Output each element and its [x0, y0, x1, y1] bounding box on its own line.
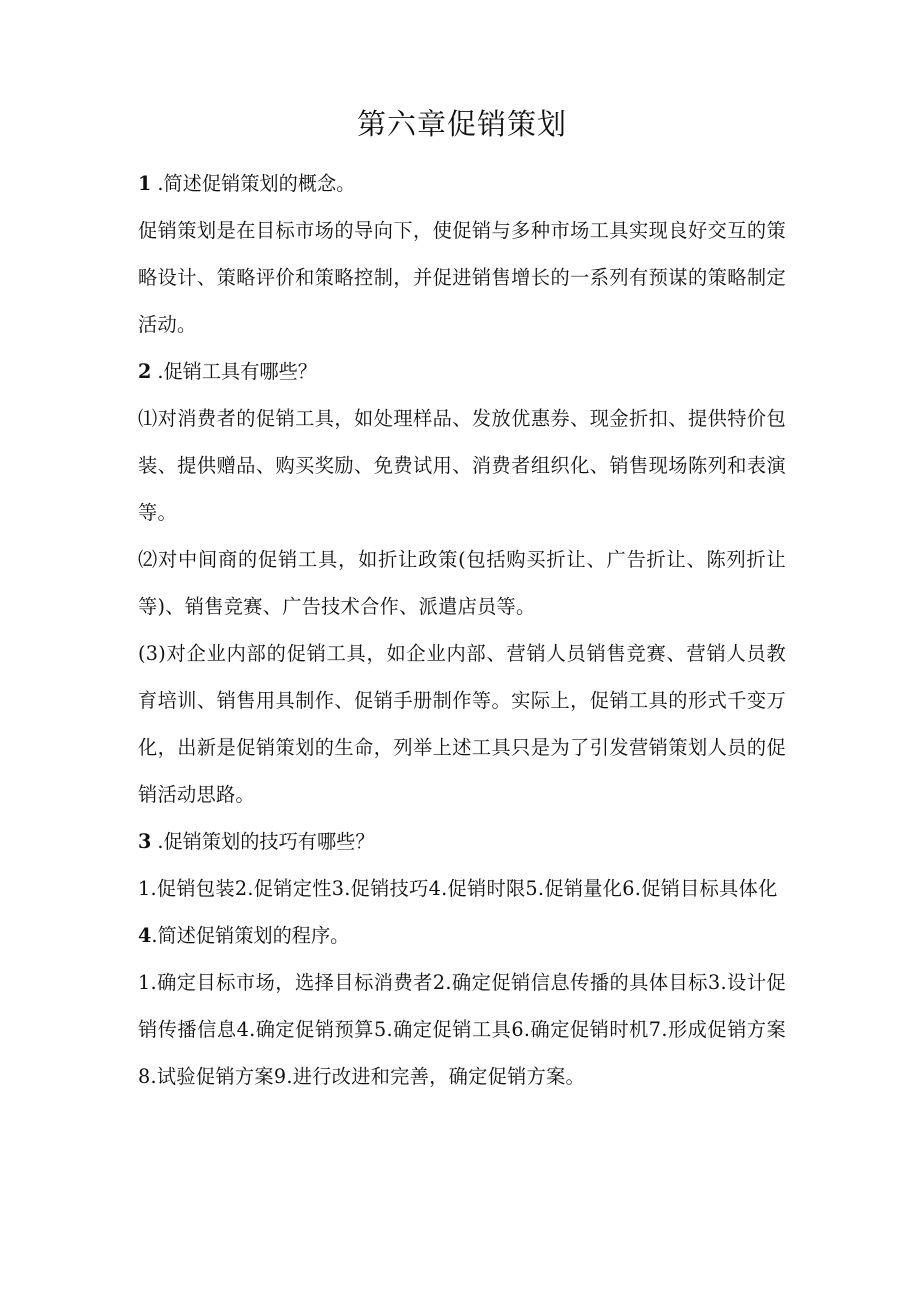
- answer-paragraph: ⑴对消费者的促销工具，如处理样品、发放优惠券、现金折扣、提供特价包装、提供赠品、购买奖励、免费试用、消费者组织化、销售现场陈列和表演等。: [138, 407, 786, 524]
- question-heading: [138, 912, 786, 959]
- answer-paragraph: ⑵对中间商的促销工具，如折让政策(包括购买折让、广告折让、陈列折让等)、销售竞赛、广告技术合作、派遣店员等。: [138, 548, 786, 618]
- chapter-title: 第六章促销策划: [356, 107, 567, 141]
- question-text: .简述促销策划的程序。: [151, 924, 350, 947]
- answer-paragraph: 促销策划是在目标市场的导向下，使促销与多种市场工具实现良好交互的策略设计、策略评价和策略控制，并促进销售增长的一系列有预谋的策略制定活动。: [138, 219, 786, 336]
- question-text: .促销工具有哪些？: [157, 360, 317, 383]
- question-number: 1: [138, 172, 152, 195]
- question-2: [138, 348, 786, 818]
- question-1: [138, 160, 786, 348]
- question-number: 2: [138, 360, 152, 383]
- answer-paragraph: 1.促销包装2.促销定性3.促销技巧4.促销时限5.促销量化6.促销目标具体化: [138, 877, 778, 900]
- question-4: [138, 912, 786, 1100]
- question-text: .简述促销策划的概念。: [157, 172, 356, 195]
- answer-paragraph: 1.确定目标市场，选择目标消费者2.确定促销信息传播的具体目标3.设计促销传播信息4.确定促销预算5.确定促销工具6.确定促销时机7.形成促销方案8.试验促销方案9.进行改进和完善，确定促销方案。: [138, 971, 786, 1088]
- question-3: [138, 818, 786, 912]
- document-page: [138, 104, 786, 1100]
- question-text: .促销策划的技巧有哪些？: [157, 830, 375, 853]
- question-number: 3: [138, 830, 152, 853]
- question-heading: [138, 348, 786, 395]
- question-heading: [138, 160, 786, 207]
- question-number: 4: [138, 924, 152, 947]
- answer-paragraph: (3)对企业内部的促销工具，如企业内部、营销人员销售竞赛、营销人员教育培训、销售用具制作、促销手册制作等。实际上，促销工具的形式千变万化，出新是促销策划的生命，列举上述工具只是为了引发营销策划人员的促销活动思路。: [138, 642, 786, 806]
- question-heading: [138, 818, 786, 865]
